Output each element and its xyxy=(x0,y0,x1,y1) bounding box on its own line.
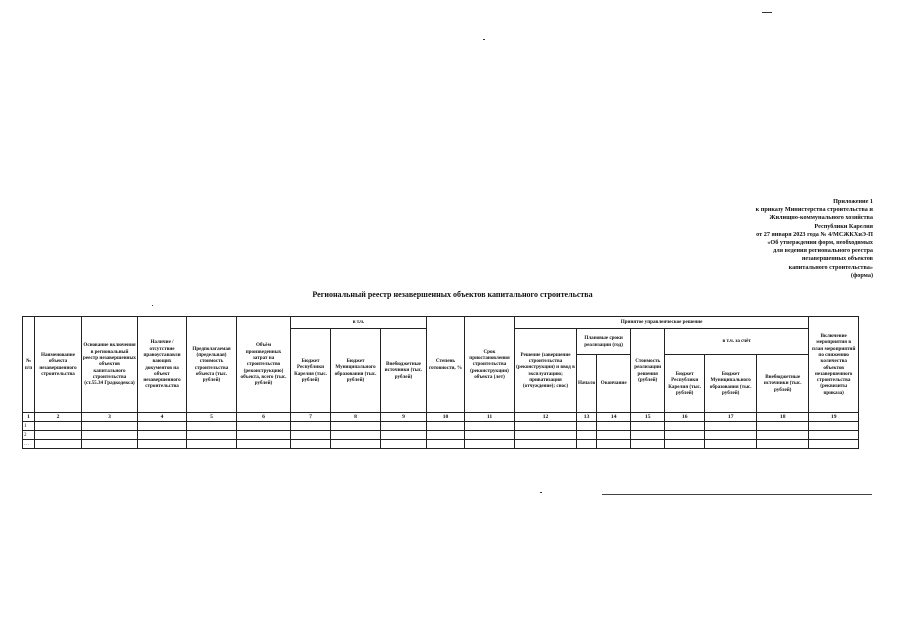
column-number: 10 xyxy=(427,413,465,422)
header-cell-19: Включение мероприятия в план мероприятий по снижению количества объектов незавершенного строительства (реквизиты приказа) xyxy=(809,317,859,413)
column-number: 12 xyxy=(515,413,577,422)
header-group-terms: Плановые сроки реализации (год) xyxy=(577,329,631,355)
scan-speck xyxy=(483,39,485,40)
register-table xyxy=(22,316,859,449)
approval-line: для ведения регионального реестра xyxy=(773,247,873,255)
approval-line: Жилищно-коммунального хозяйства xyxy=(769,214,873,222)
column-number: 3 xyxy=(82,413,138,422)
approval-line: к приказу Министерства строительства и xyxy=(755,206,873,214)
header-cell-1: № п/п xyxy=(23,317,35,413)
header-cell-6: Объём произведенных затрат на строительство (реконструкцию) объекта, всего (тыс. рублей) xyxy=(237,317,291,413)
approval-block xyxy=(613,198,873,280)
table-row xyxy=(23,440,859,449)
column-number: 1 xyxy=(23,413,35,422)
column-number: 13 xyxy=(577,413,597,422)
column-number: 9 xyxy=(381,413,427,422)
approval-line: Республики Карелия xyxy=(814,222,873,230)
header-cell-3: Основание включения в региональный реестр незавершенных объектов капитального строительства (ст.55.34 Градкодекса) xyxy=(82,317,138,413)
approval-line: незавершенных объектов xyxy=(801,255,873,263)
header-cell-16: Бюджет Республики Карелия (тыс. рублей) xyxy=(665,355,705,413)
header-cell-14: Окончание xyxy=(597,355,631,413)
row-number: 1 xyxy=(23,422,35,431)
column-number: 11 xyxy=(465,413,515,422)
column-number: 4 xyxy=(138,413,187,422)
approval-line: (форма) xyxy=(850,271,873,279)
header-group-decision: Принятое управленческое решение xyxy=(515,317,809,329)
row-number: … xyxy=(23,440,35,449)
column-number: 18 xyxy=(757,413,809,422)
header-group-vt: в т.ч. xyxy=(291,317,427,329)
header-cell-7: Бюджет Республики Карелия (тыс. рублей) xyxy=(291,329,331,413)
header-cell-13: Начало xyxy=(577,355,597,413)
header-cell-4: Наличие /отсутствие правоустанавли вающих документов на объект незавершенного строительства xyxy=(138,317,187,413)
approval-line: Приложение 1 xyxy=(833,198,873,205)
approval-line: от 27 января 2023 года № 4/МСЖКХиЭ-П xyxy=(756,230,873,238)
table-row xyxy=(23,422,859,431)
header-cell-18: Внебюджетные источники (тыс. рублей) xyxy=(757,355,809,413)
header-cell-2: Наименование объекта незавершенного строительства xyxy=(35,317,82,413)
header-cell-11: Срок приостановления строительства (реконструкции) объекта (лет) xyxy=(465,317,515,413)
column-number: 15 xyxy=(631,413,665,422)
header-cell-12: Решение (завершение строительства (реконструкции) и ввод в эксплуатацию; приватизация (отчуждение); снос) xyxy=(515,329,577,413)
header-cell-8: Бюджет Муниципального образования (тыс. рублей) xyxy=(331,329,381,413)
scan-speck xyxy=(152,305,153,306)
scan-speck xyxy=(762,12,772,13)
column-number: 7 xyxy=(291,413,331,422)
column-number: 16 xyxy=(665,413,705,422)
column-number: 2 xyxy=(35,413,82,422)
header-group-vt-schet: в т.ч. за счёт xyxy=(665,329,809,355)
header-cell-10: Степень готовности, % xyxy=(427,317,465,413)
signature-line xyxy=(602,494,872,495)
table-row xyxy=(23,431,859,440)
column-number: 8 xyxy=(331,413,381,422)
header-cell-15: Стоимость реализации решения (рублей) xyxy=(631,329,665,413)
column-number: 5 xyxy=(187,413,237,422)
column-number-row xyxy=(23,413,859,422)
approval-line: капитального строительства» xyxy=(788,263,873,271)
header-cell-17: Бюджет Муниципального образования (тыс. рублей) xyxy=(705,355,757,413)
column-number: 19 xyxy=(809,413,859,422)
header-cell-5: Предполагаемая (предельная) стоимость строительства объекта (тыс. рублей) xyxy=(187,317,237,413)
scan-speck xyxy=(540,492,542,493)
approval-line: «Об утверждении форм, необходимых xyxy=(767,239,873,247)
row-number: 2 xyxy=(23,431,35,440)
column-number: 17 xyxy=(705,413,757,422)
column-number: 14 xyxy=(597,413,631,422)
column-number: 6 xyxy=(237,413,291,422)
header-cell-9: Внебюджетные источники (тыс. рублей) xyxy=(381,329,427,413)
document-title: Региональный реестр незавершенных объектов капитального строительства xyxy=(312,290,593,299)
